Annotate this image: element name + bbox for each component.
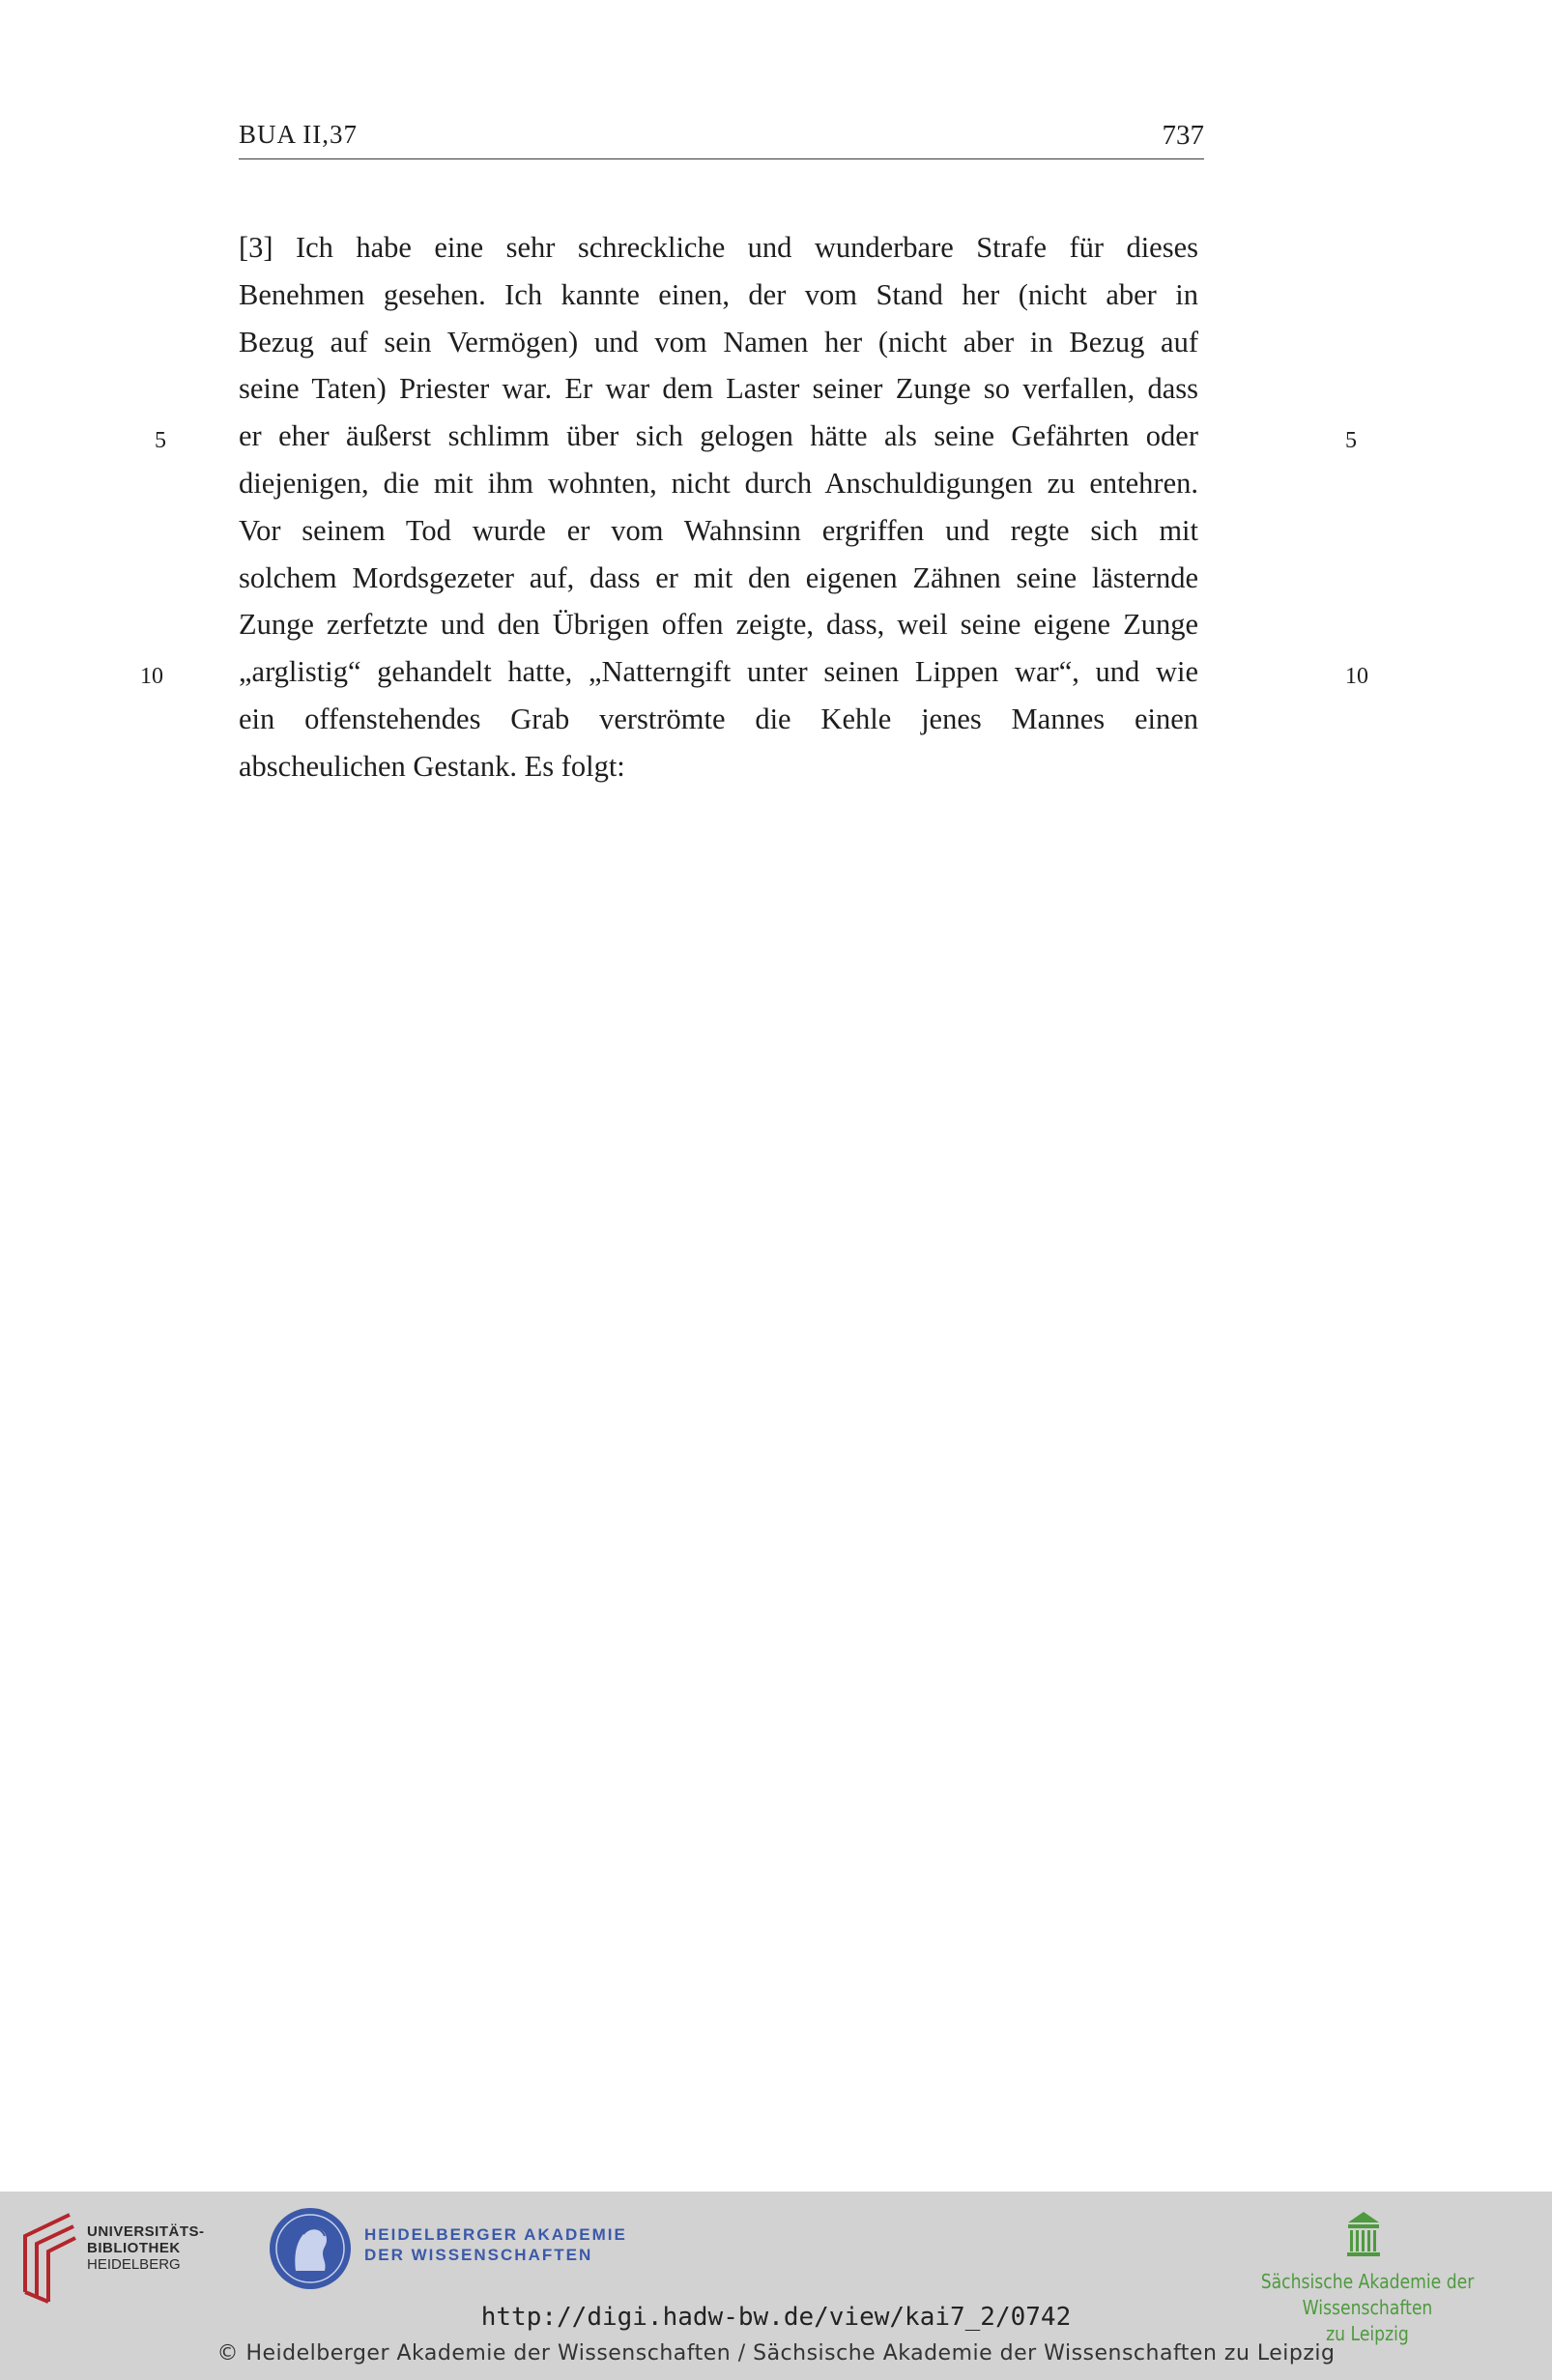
text-line: Bezug auf sein Vermögen) und vom Namen her (nicht aber in Bezug auf	[239, 325, 1198, 358]
line-number-left: 5	[155, 428, 166, 453]
academy-medallion-icon	[267, 2205, 354, 2292]
body-text	[239, 224, 1198, 790]
text-line: er eher äußerst schlimm über sich gelogen hätte als seine Gefährten oder	[239, 419, 1198, 453]
text-line: seine Taten) Priester war. Er war dem Laster seiner Zunge so verfallen, dass	[239, 372, 1198, 406]
university-library-logo-icon	[15, 2211, 77, 2304]
text-line: „arglistig“ gehandelt hatte, „Natterngift unter seinen Lippen war“, und wie	[239, 655, 1198, 689]
copyright-notice: © Heidelberger Akademie der Wissenschaften / Sächsische Akademie der Wissenschaften zu Leipzig	[216, 2341, 1336, 2366]
line-number-left: 10	[140, 664, 163, 689]
text-line: solchem Mordsgezeter auf, dass er mit den eigenen Zähnen seine lästernde	[239, 560, 1198, 594]
hadw-name-line: HEIDELBERGER AKADEMIE	[364, 2225, 627, 2244]
heidelberg-academy-name	[364, 2224, 627, 2265]
text-line: diejenigen, die mit ihm wohnten, nicht durch Anschuldigungen zu entehren.	[239, 466, 1198, 500]
text-line: abscheulichen Gestank. Es folgt:	[239, 749, 625, 783]
ub-name-line: UNIVERSITÄTS-	[87, 2223, 205, 2240]
text-line: ein offenstehendes Grab verströmte die Kehle jenes Mannes einen	[239, 702, 1198, 735]
saw-name-line: Sächsische Akademie der Wissenschaften	[1260, 2270, 1475, 2319]
text-line: Benehmen gesehen. Ich kannte einen, der vom Stand her (nicht aber in	[239, 277, 1198, 311]
hadw-name-line: DER WISSENSCHAFTEN	[364, 2246, 593, 2264]
ub-name-line: BIBLIOTHEK	[87, 2240, 181, 2256]
text-line: Vor seinem Tod wurde er vom Wahnsinn ergriffen und regte sich mit	[239, 513, 1198, 547]
university-library-name	[87, 2223, 205, 2273]
page-header	[239, 116, 1204, 159]
running-head: BUA II,37	[239, 120, 358, 149]
text-line: [3] Ich habe eine sehr schreckliche und wunderbare Strafe für dieses	[239, 231, 1198, 264]
ub-name-line: HEIDELBERG	[87, 2256, 181, 2273]
permalink-url[interactable]: http://digi.hadw-bw.de/view/kai7_2/0742	[480, 2303, 1072, 2332]
saxon-academy-building-icon	[1345, 2209, 1382, 2257]
page-number: 737	[1162, 120, 1204, 151]
line-number-right: 5	[1345, 428, 1357, 453]
line-number-right: 10	[1345, 664, 1368, 689]
text-line: Zunge zerfetzte und den Übrigen offen zeigte, dass, weil seine eigene Zunge	[239, 608, 1198, 642]
saw-name-line: zu Leipzig	[1326, 2322, 1409, 2345]
footer-band	[0, 2192, 1552, 2380]
